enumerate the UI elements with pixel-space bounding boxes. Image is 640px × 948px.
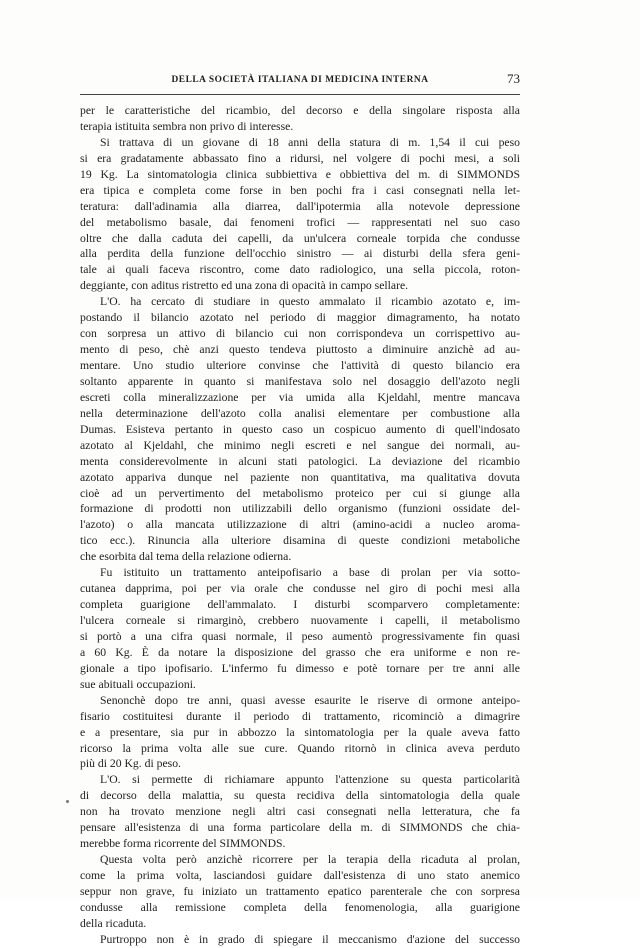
text-line: l'azoto) o alla mancata utilizzazione di altri (amino-acidi a nucleo aroma- — [80, 518, 520, 532]
text-line: Purtroppo non è in grado di spiegare il meccanismo d'azione del successo — [100, 932, 520, 946]
text-line: che esorbita dal tema della relazione odierna. — [80, 550, 292, 564]
page-number: 73 — [507, 71, 520, 86]
text-line: 19 Kg. La sintomatologia clinica subbiettiva e obbiettiva del m. di SIMMONDS — [80, 167, 520, 181]
text-line: nella determinazione dell'azoto colla analisi elementare per combustione alla — [80, 406, 520, 420]
text-line: Si trattava di un giovane di 18 anni della statura di m. 1,54 il cui peso — [100, 135, 520, 149]
text-line: l'ulcera corneale si rimarginò, crebbero nuovamente i capelli, il metabolismo — [80, 614, 520, 627]
text-line: menta considerevolmente in alcuni stati patologici. La deviazione del ricambio — [80, 454, 520, 468]
text-line: azotato appariva dunque nel paziente non quantitativa, ma qualitativa dovuta — [80, 470, 520, 484]
text-line: pensare all'esistenza di una forma particolare della m. di SIMMONDS che chia- — [80, 821, 520, 835]
text-line: più di 20 Kg. di peso. — [80, 757, 181, 771]
text-line: si era gradatamente abbassato fino a ridursi, nel volgere di pochi mesi, a soli — [80, 151, 520, 165]
text-line: L'O. si permette di richiamare appunto l'attenzione su questa particolarità — [100, 773, 520, 787]
text-line: non ha trovato menzione negli altri casi consegnati nella letteratura, che fa — [80, 805, 520, 819]
text-line: per le caratteristiche del ricambio, del decorso e della singolare risposta alla — [80, 104, 520, 117]
text-line: completa guarigione dell'ammalato. I disturbi scomparvero completamente: — [80, 598, 520, 612]
text-line: escreti colla mineralizzazione per via umida alla Kjeldahl, mentre mancava — [80, 390, 520, 404]
text-line: ricorso la prima volta alle sue cure. Quando ritornò in clinica aveva perduto — [80, 741, 520, 755]
text-line: a 60 Kg. È da notare la disposizione del grasso che era uniforme e non re- — [80, 645, 520, 659]
text-line: del metabolismo basale, dai fenomeni trofici — rappresentati nel suo caso — [80, 215, 520, 229]
text-line: mentare. Uno studio ulteriore convinse che l'attività di questo bilancio era — [80, 359, 520, 372]
text-line: si portò a una cifra quasi normale, il peso aumentò progressivamente fin quasi — [80, 629, 520, 643]
text-line: sue abituali occupazioni. — [80, 677, 196, 691]
text-line: teratura: dall'adinamia alla diarrea, dall'ipotermia alla notevole depressione — [80, 199, 520, 213]
text-line: e a presentare, sia pur in abbozzo la sintomatologia per la quale aveva fatto — [80, 725, 520, 739]
text-line: oltre che dalla caduta dei capelli, da un'ulcera corneale torpida che condusse — [80, 231, 520, 245]
text-line: fisario costituitesi durante il periodo di trattamento, ricominciò a dimagrire — [80, 709, 520, 723]
text-line: soltanto apparente in quanto si manifestava solo nel dosaggio dell'azoto negli — [80, 374, 520, 388]
running-head — [80, 71, 520, 91]
text-line: gionale a tipo ipofisario. L'infermo fu dimesso e potè tornare per tre anni alle — [80, 661, 520, 675]
text-line: alla perdita della funzione dell'occhio sinistro — ai disturbi della sfera geni- — [80, 247, 520, 261]
text-line: Dumas. Esisteva pertanto in questo caso un cospicuo aumento di quell'indosato — [80, 422, 520, 436]
text-line: merebbe forma ricorrente del SIMMONDS. — [80, 837, 286, 851]
text-line: postando il bilancio azotato nel periodo di maggior dimagramento, ha notato — [80, 311, 520, 325]
text-line: era tipica e completa come forse in ben pochi fra i casi consegnati nella let- — [80, 183, 520, 197]
text-line: tico ecc.). Rinuncia alla ulteriore disamina di queste condizioni metaboliche — [80, 534, 520, 548]
text-line: cioè ad un pervertimento del metabolismo proteico per cui si giunge alla — [80, 486, 520, 500]
header-rule — [80, 94, 520, 95]
text-line: Senonchè dopo tre anni, quasi avesse esaurite le riserve di ormone anteipo- — [100, 693, 520, 707]
text-line: tale ai quali faceva riscontro, come dato radiologico, una sella piccola, roton- — [80, 263, 520, 277]
margin-dot — [66, 800, 69, 803]
text-line: formazione di prodotti non utilizzabili dello organismo (funzioni ossidate del- — [80, 502, 520, 516]
text-line: condusse alla remissione completa della fenomenologia, alla guarigione — [80, 900, 520, 914]
text-line: con sorpresa un attivo di bilancio cui non corrispondeva un corrispettivo au- — [80, 327, 520, 341]
text-line: seppur non grave, fu iniziato un trattamento epatico parenterale che con sorpresa — [80, 884, 520, 898]
text-line: terapia istituita sembra non privo di interesse. — [80, 119, 294, 133]
text-line: Questa volta però anzichè ricorrere per la terapia della ricaduta al prolan, — [100, 853, 520, 867]
text-line: deggiante, con aditus ristretto ed una zona di opacità in campo sellare. — [80, 279, 409, 293]
text-line: mento di peso, chè anzi questo tendeva piuttosto a diminuire anzichè ad au- — [80, 343, 520, 357]
text-line: azotato al Kjeldahl, che minimo negli escreti e nel sangue dei normali, au- — [80, 438, 520, 452]
body-text — [80, 103, 520, 948]
text-line: come la prima volta, lasciandosi guidare dall'esistenza di uno stato anemico — [80, 869, 520, 882]
text-line: L'O. ha cercato di studiare in questo ammalato il ricambio azotato e, im- — [100, 295, 520, 309]
running-title: DELLA SOCIETÀ ITALIANA DI MEDICINA INTERNA — [171, 75, 429, 85]
text-line: Fu istituito un trattamento anteipofisario a base di prolan per via sotto- — [100, 566, 520, 580]
text-line: di decorso della malattia, su questa recidiva della sintomatologia della quale — [80, 789, 520, 803]
text-line: cutanea dapprima, poi per via orale che condusse nel giro di pochi mesi alla — [80, 582, 520, 596]
text-line: della ricaduta. — [80, 916, 147, 930]
